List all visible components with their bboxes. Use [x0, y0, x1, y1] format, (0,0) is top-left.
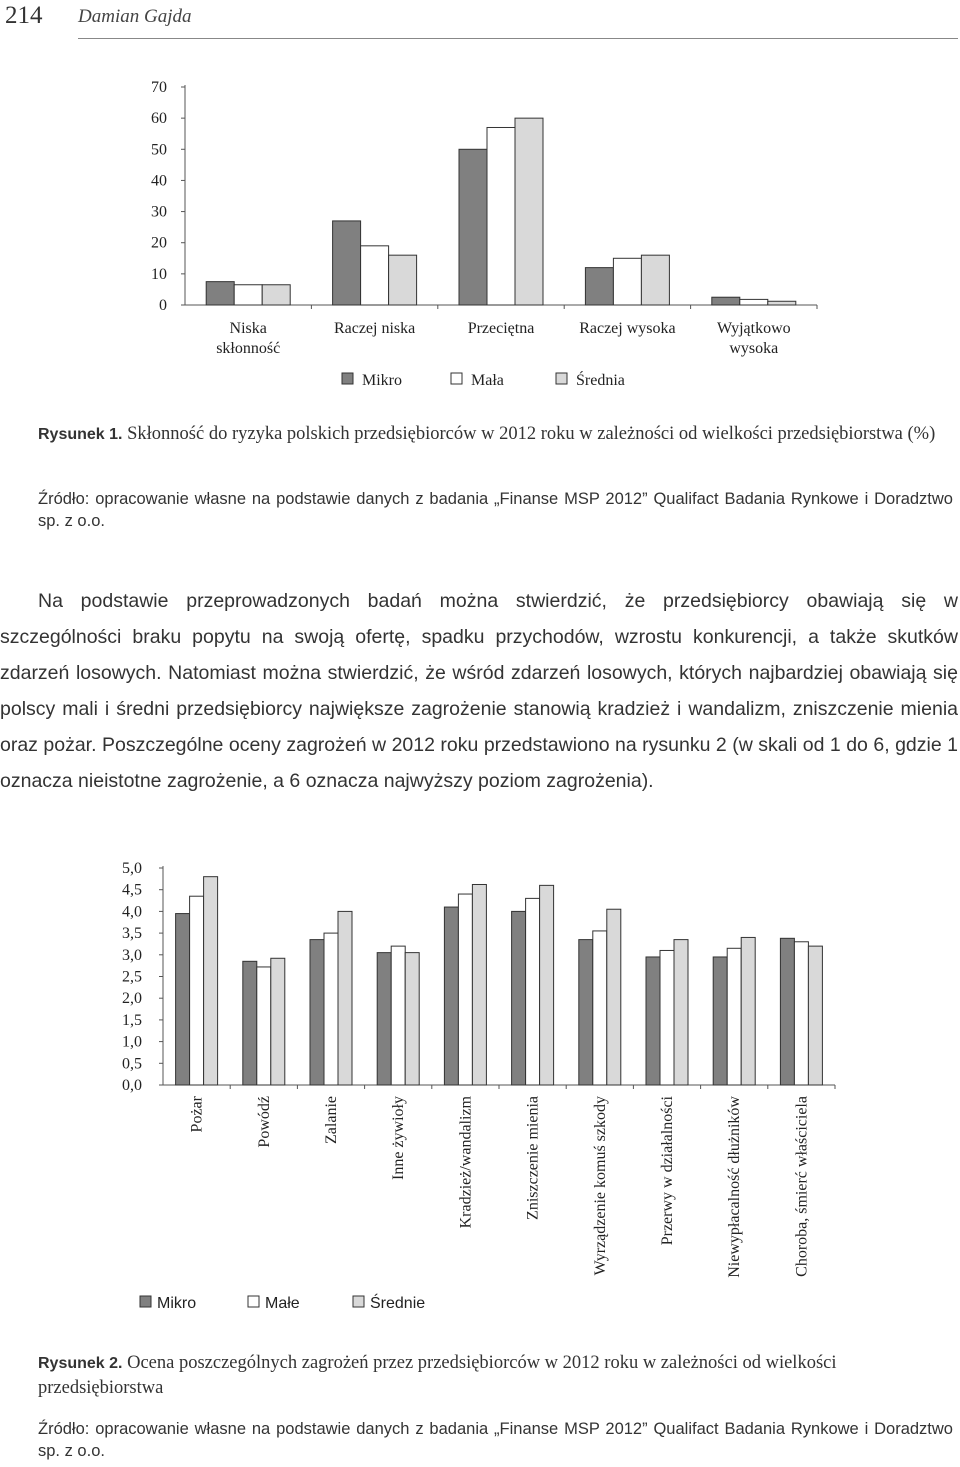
legend-label-mikro: Mikro: [362, 372, 402, 389]
bar-srednie-kradziez-wandalizm: [472, 884, 486, 1085]
bar-srednie-niewyplacalnosc-dluznikow: [741, 937, 755, 1085]
y-tick-label: 50: [151, 141, 167, 159]
bar-srednie-zniszczenie-mienia: [540, 885, 554, 1085]
bar-mikro-niewyplacalnosc-dluznikow: [713, 957, 727, 1085]
y-tick-label: 4,5: [122, 881, 142, 899]
bar-mikro-zalanie: [310, 940, 324, 1085]
x-tick-label: Raczej wysoka: [579, 320, 676, 337]
bar-male-niewyplacalnosc-dluznikow: [727, 948, 741, 1085]
bar-male-wyrzadzenie-komus-szkody: [593, 931, 607, 1085]
y-tick-label: 60: [151, 110, 167, 128]
figure-2-chart: [0, 850, 960, 1330]
legend-label-srednie: Średnie: [370, 1295, 426, 1312]
bar-srednie-zalanie: [338, 911, 352, 1085]
x-tick-label: Niska: [229, 320, 267, 337]
bar-mala-raczej-niska: [361, 246, 389, 305]
x-tick-label: Przerwy w działalności: [659, 1096, 676, 1246]
bar-mikro-wyjatkowo-wysoka: [712, 297, 740, 305]
bar-srednia-przecietna: [515, 118, 543, 305]
x-tick-label: Pożar: [188, 1096, 206, 1133]
bar-srednie-pozar: [204, 877, 218, 1085]
y-tick-label: 1,0: [122, 1033, 142, 1051]
running-head-author: Damian Gajda: [78, 6, 192, 27]
figure-2-caption: [38, 1351, 953, 1400]
bar-mikro-raczej-wysoka: [585, 268, 613, 305]
x-tick-label: wysoka: [729, 340, 779, 357]
bar-male-zalanie: [324, 933, 338, 1085]
bar-mikro-pozar: [176, 914, 190, 1085]
legend-label-mala: Mała: [471, 372, 504, 389]
legend-label-srednia: Średnia: [576, 372, 625, 389]
figure-2-label: Rysunek 2.: [38, 1355, 123, 1372]
y-tick-label: 0,5: [122, 1055, 142, 1073]
figure-1-chart: [0, 0, 960, 400]
y-tick-label: 1,5: [122, 1011, 142, 1029]
figure-1-caption: [38, 422, 953, 447]
y-tick-label: 20: [151, 234, 167, 252]
bar-mikro-powodz: [243, 961, 257, 1085]
legend-label-male: Małe: [265, 1295, 300, 1312]
bar-srednia-wyjatkowo-wysoka: [768, 301, 796, 305]
bar-mikro-raczej-niska: [333, 221, 361, 305]
x-tick-label: Przeciętna: [467, 320, 535, 337]
x-tick-label: skłonność: [216, 340, 281, 357]
bar-mikro-kradziez-wandalizm: [444, 907, 458, 1085]
bar-srednie-choroba-smierc-wlasciciela: [808, 946, 822, 1085]
body-paragraph: Na podstawie przeprowadzonych badań można stwierdzić, że przedsiębiorcy obawiają się w szczególności braku popytu na swoją ofertę, spadku przychodów, wzrostu konkurencji, a także skutków zdarzeń losowych. Natomiast można stwierdzić, że wśród zdarzeń losowych, których najbardziej obawiają się polscy mali i średni przedsiębiorcy największe zagrożenie stanowią kradzież i wandalizm, zniszczenie mienia oraz pożar. Poszczególne oceny zagrożeń w 2012 roku przedstawiono na rysunku 2 (w skali od 1 do 6, gdzie 1 oznacza nieistotne zagrożenie, a 6 oznacza najwyższy poziom zagrożenia).: [0, 590, 958, 792]
bar-srednie-przerwy-w-dzialalnosci: [674, 940, 688, 1085]
bar-mikro-wyrzadzenie-komus-szkody: [579, 940, 593, 1085]
x-tick-label: Raczej niska: [333, 320, 416, 337]
bar-srednie-powodz: [271, 958, 285, 1085]
x-tick-label: Wyjątkowo: [716, 320, 791, 337]
x-tick-label: Wyrządzenie komuś szkody: [591, 1096, 609, 1276]
bar-mikro-zniszczenie-mienia: [512, 911, 526, 1085]
figure-2-source: Źródło: opracowanie własne na podstawie danych z badania „Finanse MSP 2012” Qualifact Badania Rynkowe i Doradztwo sp. z o.o.: [38, 1420, 953, 1460]
bar-srednia-niska-sklonnosc: [262, 285, 290, 305]
bar-male-powodz: [257, 967, 271, 1085]
bar-mikro-przecietna: [459, 149, 487, 305]
bar-male-zniszczenie-mienia: [526, 898, 540, 1085]
bar-male-choroba-smierc-wlasciciela: [794, 942, 808, 1085]
y-tick-label: 10: [151, 265, 167, 283]
bar-mikro-inne-zywioly: [377, 953, 391, 1085]
y-tick-label: 0,0: [122, 1077, 142, 1094]
body-text: [0, 583, 958, 799]
figure-1-label: Rysunek 1.: [38, 426, 123, 443]
y-tick-label: 30: [151, 203, 167, 221]
bar-srednia-raczej-niska: [389, 255, 417, 305]
figure-1-caption-text: Skłonność do ryzyka polskich przedsiębiorców w 2012 roku w zależności od wielkości przedsiębiorstwa (%): [127, 424, 936, 444]
legend-swatch-srednia: [556, 373, 567, 384]
bar-mikro-przerwy-w-dzialalnosci: [646, 957, 660, 1085]
bar-mikro-choroba-smierc-wlasciciela: [780, 938, 794, 1085]
bar-srednie-inne-zywioly: [405, 953, 419, 1085]
bar-mala-niska-sklonnosc: [234, 285, 262, 305]
bar-male-przerwy-w-dzialalnosci: [660, 950, 674, 1085]
y-tick-label: 2,0: [122, 990, 142, 1008]
bar-mala-wyjatkowo-wysoka: [740, 299, 768, 305]
legend-swatch-mala: [451, 373, 462, 384]
legend-swatch-mikro: [140, 1296, 151, 1307]
figure-2-caption-text: Ocena poszczególnych zagrożeń przez przedsiębiorców w 2012 roku w zależności od wielkości przedsiębiorstwa: [38, 1353, 837, 1398]
page-number: 214: [5, 2, 43, 29]
x-tick-label: Kradzież/wandalizm: [457, 1096, 475, 1229]
y-tick-label: 5,0: [122, 860, 142, 877]
y-tick-label: 70: [151, 79, 167, 96]
y-tick-label: 4,0: [122, 903, 142, 921]
x-tick-label: Zalanie: [323, 1096, 340, 1144]
bar-mala-raczej-wysoka: [613, 258, 641, 305]
x-tick-label: Choroba, śmierć właściciela: [793, 1096, 811, 1277]
legend-swatch-male: [248, 1296, 259, 1307]
bar-srednia-raczej-wysoka: [641, 255, 669, 305]
bar-mala-przecietna: [487, 127, 515, 305]
y-tick-label: 3,5: [122, 925, 142, 943]
y-tick-label: 40: [151, 172, 167, 190]
bar-male-kradziez-wandalizm: [458, 894, 472, 1085]
bar-mikro-niska-sklonnosc: [206, 282, 234, 305]
y-tick-label: 3,0: [122, 946, 142, 964]
bar-male-pozar: [190, 896, 204, 1085]
x-tick-label: Powódź: [255, 1096, 273, 1148]
y-tick-label: 2,5: [122, 968, 142, 986]
legend-label-mikro: Mikro: [157, 1295, 197, 1312]
figure-1-source: Źródło: opracowanie własne na podstawie danych z badania „Finanse MSP 2012” Qualifact Badania Rynkowe i Doradztwo sp. z o.o.: [38, 490, 953, 530]
legend-swatch-mikro: [342, 373, 353, 384]
x-tick-label: Niewypłacalność dłużników: [726, 1096, 744, 1278]
bar-srednie-wyrzadzenie-komus-szkody: [607, 909, 621, 1085]
x-tick-label: Inne żywioły: [390, 1096, 408, 1180]
y-tick-label: 0: [159, 297, 167, 314]
x-tick-label: Zniszczenie mienia: [524, 1096, 542, 1220]
legend-swatch-srednie: [353, 1296, 364, 1307]
bar-male-inne-zywioly: [391, 946, 405, 1085]
